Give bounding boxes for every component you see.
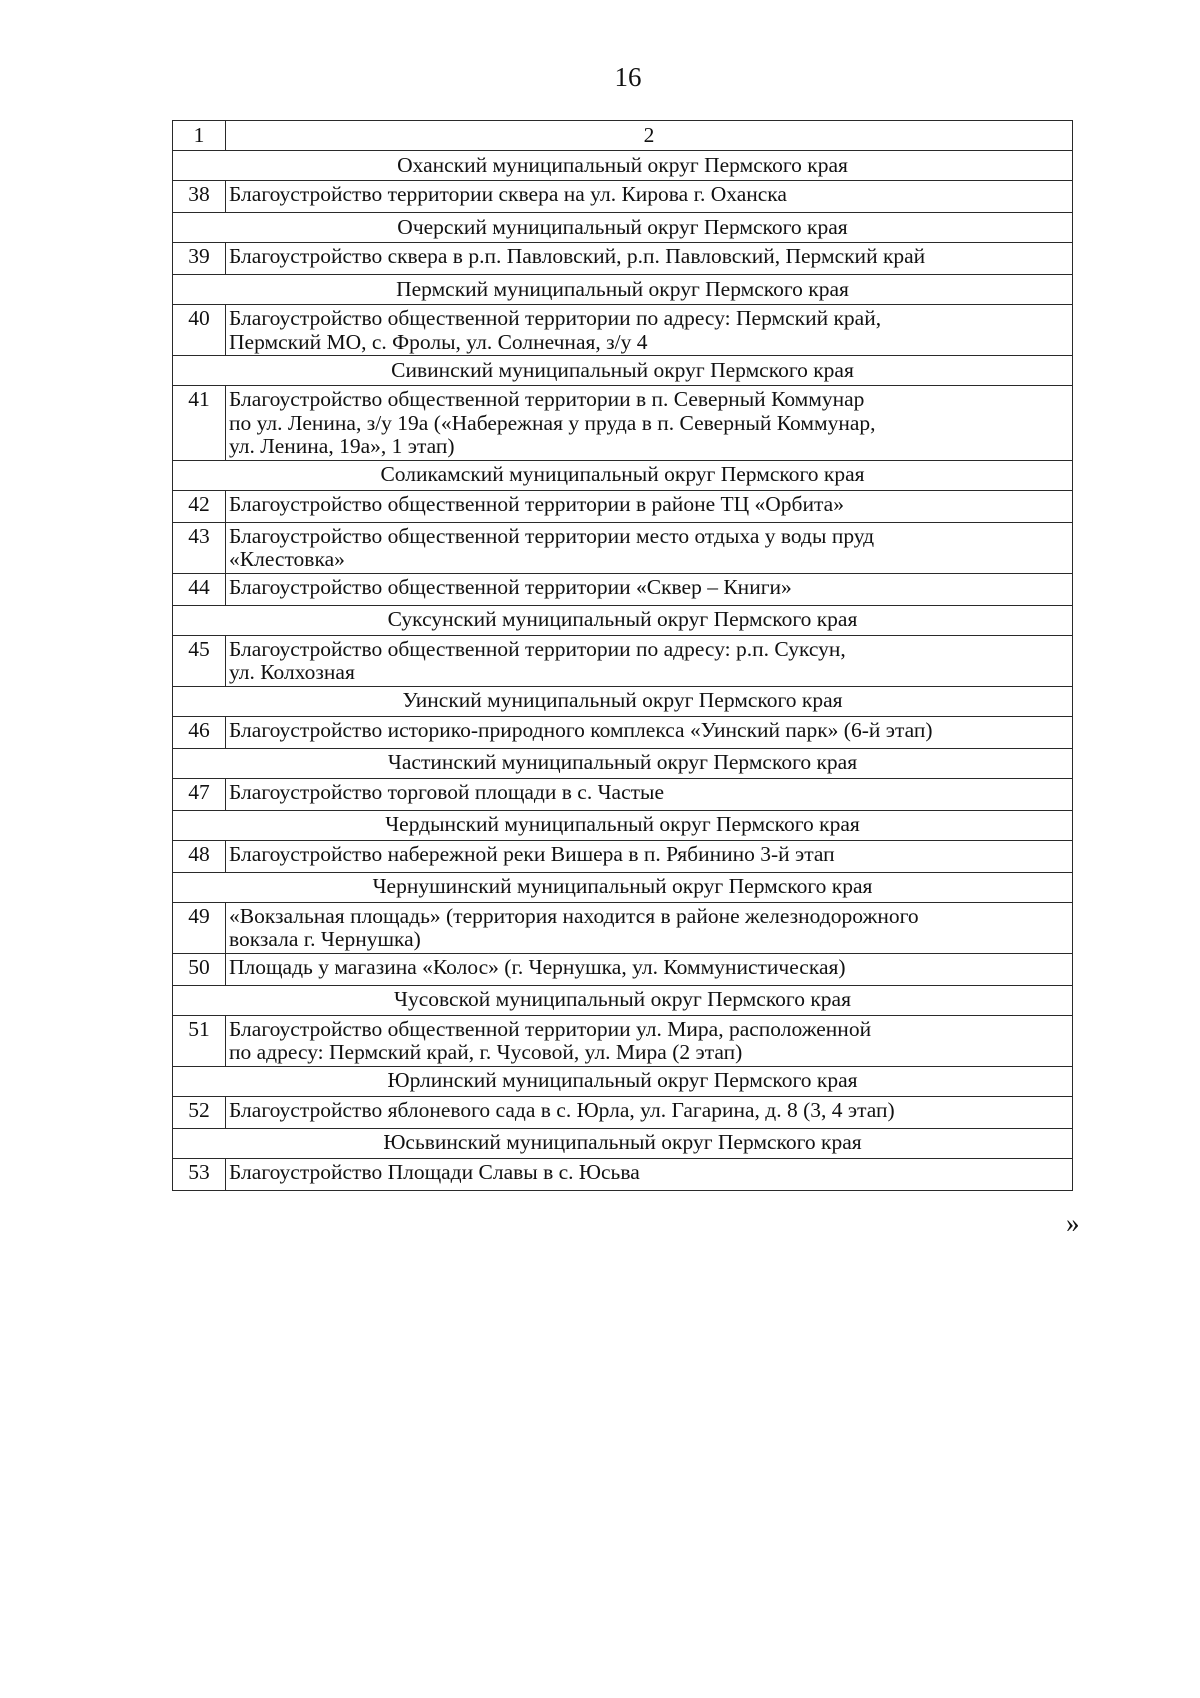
row-description-line: ул. Ленина, 19а», 1 этап) [229,434,455,458]
table-header-row [173,121,1073,151]
row-description [226,953,1073,985]
section-header-row [173,686,1073,716]
table-row [173,716,1073,748]
row-description-line: Площадь у магазина «Колос» (г. Чернушка, ул. Коммунистическая) [229,954,846,979]
row-description [226,1015,1073,1066]
header-col-1: 1 [173,121,226,151]
section-title: Юсьвинский муниципальный округ Пермского края [173,1128,1073,1158]
row-description [226,840,1073,872]
table-row [173,1096,1073,1128]
row-description [226,1158,1073,1190]
section-title: Чердынский муниципальный округ Пермского края [173,810,1073,840]
section-header-row [173,605,1073,635]
row-description-line: Благоустройство территории сквера на ул. Кирова г. Оханска [229,182,787,206]
row-description-line: Благоустройство общественной территории в районе ТЦ «Орбита» [229,491,844,516]
row-number: 40 [173,305,226,356]
table-row [173,181,1073,213]
row-description [226,1096,1073,1128]
table-row [173,953,1073,985]
row-description [226,305,1073,356]
section-header-row [173,872,1073,902]
row-number: 38 [173,181,226,213]
table-row [173,522,1073,573]
row-description-line: Благоустройство торговой площади в с. Частые [229,779,665,804]
section-header-row [173,460,1073,490]
row-description [226,635,1073,686]
table-row [173,635,1073,686]
closing-quote: » [1066,1208,1080,1238]
row-description [226,573,1073,605]
section-title: Очерский муниципальный округ Пермского края [173,213,1073,243]
section-title: Частинский муниципальный округ Пермского края [173,748,1073,778]
row-description [226,778,1073,810]
table-row [173,573,1073,605]
row-description [226,490,1073,522]
row-number: 48 [173,840,226,872]
row-number: 42 [173,490,226,522]
section-title: Чернушинский муниципальный округ Пермского края [173,872,1073,902]
table-row [173,243,1073,275]
table-row [173,386,1073,461]
section-header-row [173,1128,1073,1158]
row-number: 52 [173,1096,226,1128]
row-description [226,716,1073,748]
section-header-row [173,356,1073,386]
section-title: Уинский муниципальный округ Пермского края [173,686,1073,716]
objects-table [172,120,1073,1191]
row-description-line: Благоустройство общественной территории в п. Северный Коммунар [229,387,865,411]
table-row [173,490,1073,522]
row-description [226,522,1073,573]
row-number: 46 [173,716,226,748]
section-title: Соликамский муниципальный округ Пермского края [173,460,1073,490]
section-header-row [173,810,1073,840]
section-header-row [173,1066,1073,1096]
row-description-line: Благоустройство Площади Славы в с. Юсьва [229,1159,640,1184]
row-description [226,902,1073,953]
row-description-line: Благоустройство сквера в р.п. Павловский, р.п. Павловский, Пермский край [229,244,926,268]
row-number: 39 [173,243,226,275]
row-number: 43 [173,522,226,573]
row-description-line: Благоустройство яблоневого сада в с. Юрла, ул. Гагарина, д. 8 (3, 4 этап) [229,1097,895,1122]
section-header-row [173,151,1073,181]
section-header-row [173,748,1073,778]
row-number: 50 [173,953,226,985]
row-description-line: по ул. Ленина, з/у 19а («Набережная у пруда в п. Северный Коммунар, [229,410,876,435]
table-row [173,1158,1073,1190]
row-number: 47 [173,778,226,810]
section-title: Оханский муниципальный округ Пермского края [173,151,1073,181]
section-title: Суксунский муниципальный округ Пермского края [173,605,1073,635]
row-description-line: «Вокзальная площадь» (территория находится в районе железнодорожного [229,903,919,928]
section-title: Чусовской муниципальный округ Пермского края [173,985,1073,1015]
row-description-line: вокзала г. Чернушка) [229,927,421,951]
row-description [226,386,1073,461]
row-description-line: «Клестовка» [229,547,345,571]
row-description-line: по адресу: Пермский край, г. Чусовой, ул. Мира (2 этап) [229,1040,743,1064]
section-header-row [173,275,1073,305]
header-col-2: 2 [226,121,1073,151]
row-number: 44 [173,573,226,605]
row-number: 53 [173,1158,226,1190]
section-title: Пермский муниципальный округ Пермского края [173,275,1073,305]
row-description-line: Благоустройство общественной территории ул. Мира, расположенной [229,1016,872,1041]
row-number: 49 [173,902,226,953]
section-header-row [173,985,1073,1015]
section-title: Сивинский муниципальный округ Пермского края [173,356,1073,386]
table-body [173,121,1073,1191]
row-number: 45 [173,635,226,686]
row-description-line: Благоустройство общественной территории по адресу: р.п. Суксун, [229,636,846,661]
table-row [173,305,1073,356]
row-description-line: Благоустройство общественной территории по адресу: Пермский край, [229,306,882,330]
row-description-line: Благоустройство набережной реки Вишера в п. Рябинино 3-й этап [229,841,835,866]
section-header-row [173,213,1073,243]
table-row [173,778,1073,810]
section-title: Юрлинский муниципальный округ Пермского края [173,1066,1073,1096]
row-description-line: Благоустройство общественной территории «Сквер – Книги» [229,574,792,599]
table-row [173,840,1073,872]
row-description [226,181,1073,213]
row-description-line: Пермский МО, с. Фролы, ул. Солнечная, з/у 4 [229,329,648,354]
table-row [173,1015,1073,1066]
row-description-line: ул. Колхозная [229,660,355,684]
table-row [173,902,1073,953]
row-number: 51 [173,1015,226,1066]
row-description [226,243,1073,275]
row-description-line: Благоустройство историко-природного комплекса «Уинский парк» (6-й этап) [229,717,933,742]
row-number: 41 [173,386,226,461]
row-description-line: Благоустройство общественной территории место отдыха у воды пруд [229,523,875,548]
page-number: 16 [614,62,642,92]
